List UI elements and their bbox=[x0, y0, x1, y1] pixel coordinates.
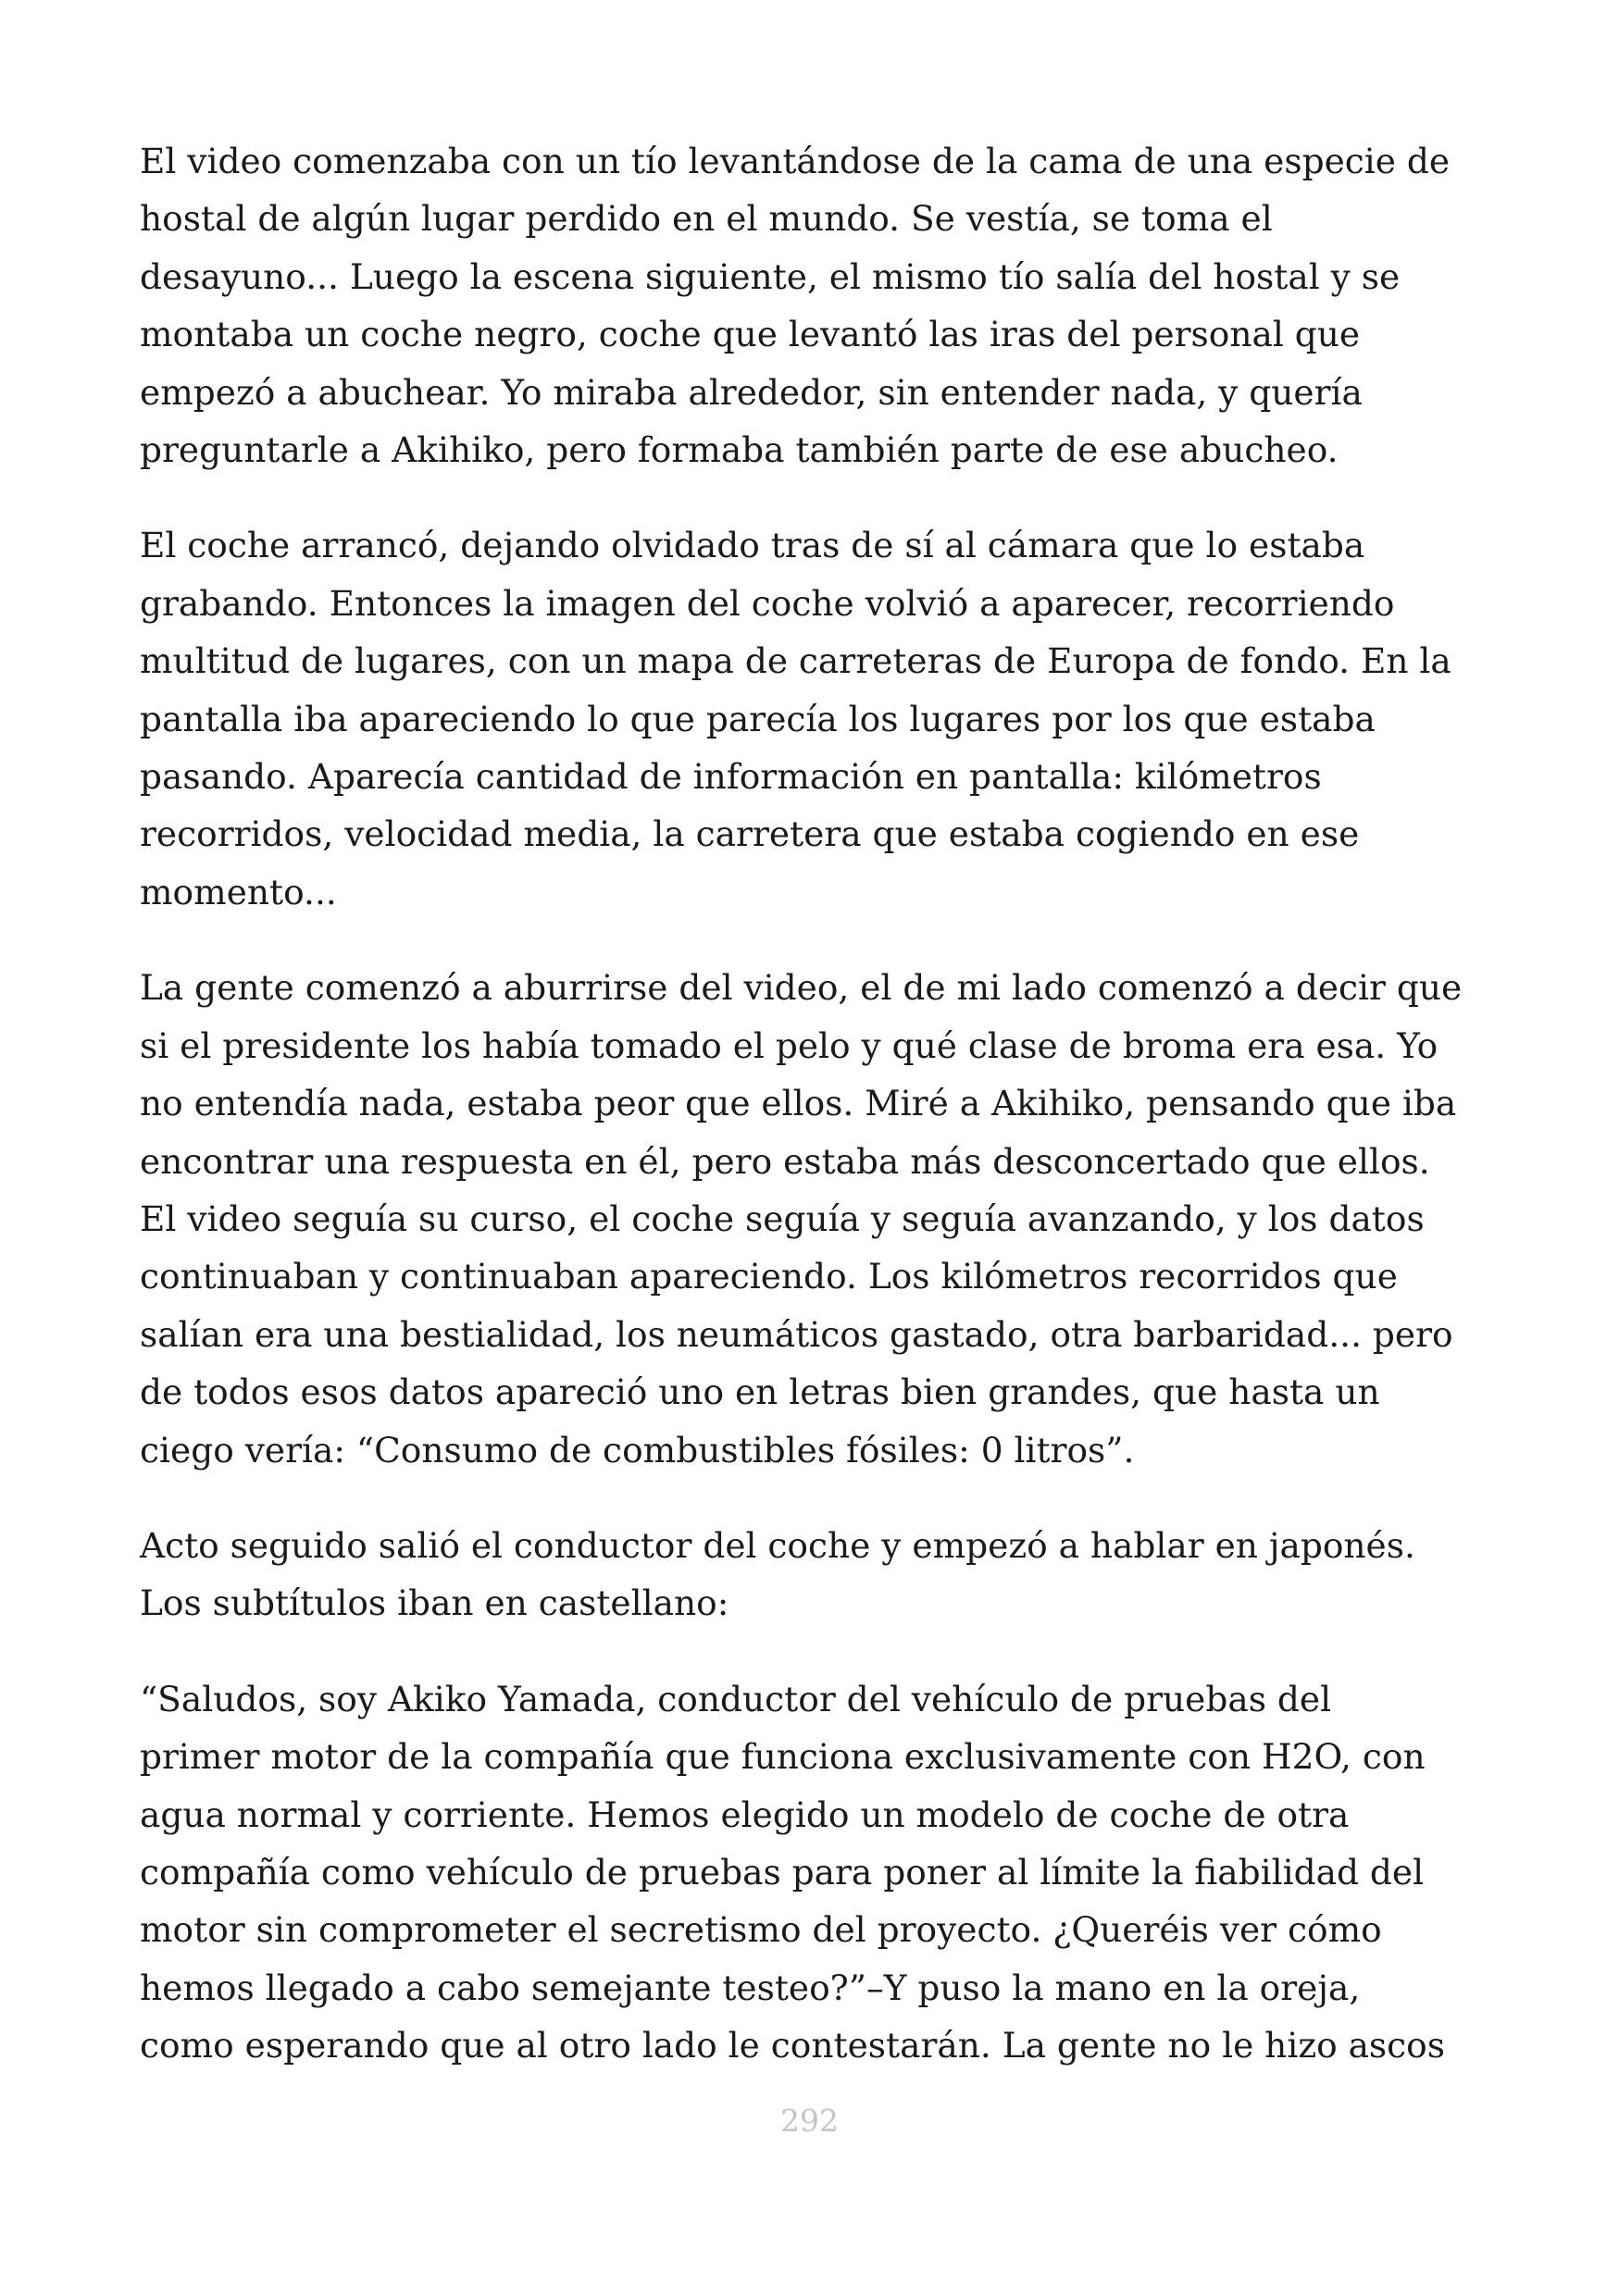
text-line: empezó a abuchear. Yo miraba alrededor, sin entender nada, y quería bbox=[140, 371, 1363, 413]
text-line: pasando. Aparecía cantidad de información en pantalla: kilómetros bbox=[140, 756, 1322, 798]
text-line: primer motor de la compañía que funciona exclusivamente con H2O, con bbox=[140, 1736, 1426, 1778]
text-line: compañía como vehículo de pruebas para poner al límite la fiabilidad del bbox=[140, 1851, 1425, 1893]
paragraph bbox=[140, 516, 1491, 921]
text-line: salían era una bestialidad, los neumáticos gastado, otra barbaridad... pero bbox=[140, 1313, 1453, 1355]
paragraph bbox=[140, 1670, 1491, 2075]
paragraph bbox=[140, 132, 1491, 478]
text-line: momento... bbox=[140, 871, 337, 912]
text-line: continuaban y continuaban apareciendo. Los kilómetros recorridos que bbox=[140, 1256, 1398, 1297]
text-line: preguntarle a Akihiko, pero formaba también parte de ese abucheo. bbox=[140, 429, 1339, 471]
text-line: multitud de lugares, con un mapa de carreteras de Europa de fondo. En la bbox=[140, 640, 1451, 682]
text-line: de todos esos datos apareció uno en letras bien grandes, que hasta un bbox=[140, 1371, 1380, 1413]
text-line: agua normal y corriente. Hemos elegido un modelo de coche de otra bbox=[140, 1793, 1350, 1835]
text-line: hemos llegado a cabo semejante testeo?”–Y puso la mano en la oreja, bbox=[140, 1967, 1361, 2008]
paragraph bbox=[140, 1517, 1491, 1632]
text-line: encontrar una respuesta en él, pero estaba más desconcertado que ellos. bbox=[140, 1140, 1430, 1182]
text-line: no entendía nada, estaba peor que ellos. Miré a Akihiko, pensando que iba bbox=[140, 1083, 1457, 1124]
text-line: recorridos, velocidad media, la carretera que estaba cogiendo en ese bbox=[140, 813, 1360, 855]
text-line: ciego vería: “Consumo de combustibles fósiles: 0 litros”. bbox=[140, 1429, 1135, 1471]
text-line: desayuno... Luego la escena siguiente, el mismo tío salía del hostal y se bbox=[140, 255, 1401, 297]
paragraph bbox=[140, 959, 1491, 1479]
text-line: pantalla iba apareciendo lo que parecía los lugares por los que estaba bbox=[140, 698, 1376, 739]
text-line: montaba un coche negro, coche que levantó las iras del personal que bbox=[140, 314, 1361, 355]
text-line: grabando. Entonces la imagen del coche volvió a aparecer, recorriendo bbox=[140, 582, 1395, 624]
body-text bbox=[140, 132, 1491, 2113]
text-line: Acto seguido salió el conductor del coche y empezó a hablar en japonés. bbox=[140, 1524, 1415, 1566]
text-line: motor sin comprometer el secretismo del proyecto. ¿Queréis ver cómo bbox=[140, 1909, 1382, 1951]
text-line: si el presidente los había tomado el pelo y qué clase de broma era esa. Yo bbox=[140, 1024, 1438, 1066]
text-line: “Saludos, soy Akiko Yamada, conductor del vehículo de pruebas del bbox=[140, 1678, 1332, 1719]
text-line: Los subtítulos iban en castellano: bbox=[140, 1582, 729, 1624]
text-line: La gente comenzó a aburrirse del video, el de mi lado comenzó a decir que bbox=[140, 967, 1463, 1009]
text-line: El video seguía su curso, el coche seguía y seguía avanzando, y los datos bbox=[140, 1198, 1425, 1239]
text-line: como esperando que al otro lado le contestarán. La gente no le hizo ascos bbox=[140, 2025, 1446, 2066]
text-line: El coche arrancó, dejando olvidado tras de sí al cámara que lo estaba bbox=[140, 525, 1365, 566]
text-line: hostal de algún lugar perdido en el mundo. Se vestía, se toma el bbox=[140, 198, 1273, 240]
text-line: El video comenzaba con un tío levantándose de la cama de una especie de bbox=[140, 141, 1451, 181]
page-number: 292 bbox=[780, 2103, 839, 2139]
